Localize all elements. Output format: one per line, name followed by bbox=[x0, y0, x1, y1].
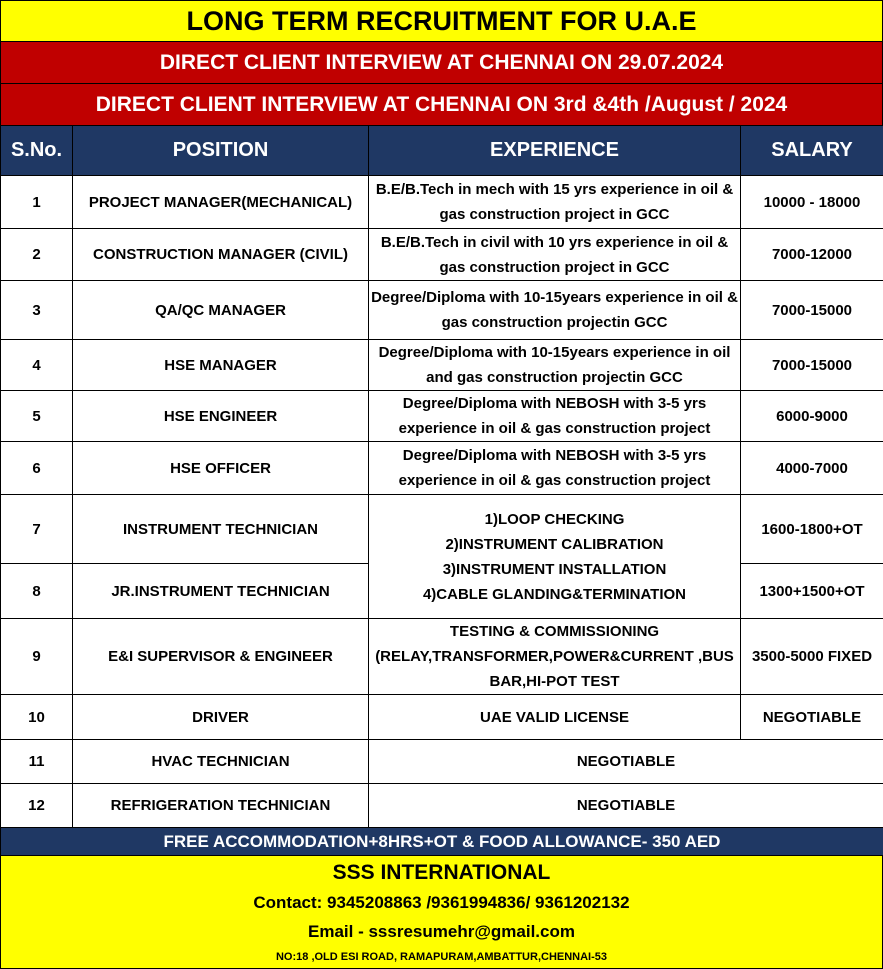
header-salary: SALARY bbox=[741, 126, 883, 176]
row-sno: 4 bbox=[1, 340, 73, 391]
row-sno: 12 bbox=[1, 784, 73, 828]
row-salary: 7000-15000 bbox=[741, 340, 883, 391]
table-row bbox=[1, 784, 883, 828]
table-row bbox=[1, 695, 883, 740]
table-row bbox=[1, 340, 883, 391]
instrument-task: 4)CABLE GLANDING&TERMINATION bbox=[371, 582, 738, 607]
instrument-task: 1)LOOP CHECKING bbox=[371, 507, 738, 532]
row-sno: 7 bbox=[1, 495, 73, 564]
recruitment-table bbox=[0, 125, 883, 856]
row-position: HVAC TECHNICIAN bbox=[73, 740, 369, 784]
row-position: CONSTRUCTION MANAGER (CIVIL) bbox=[73, 229, 369, 281]
company-name: SSS INTERNATIONAL bbox=[1, 856, 882, 888]
row-merged: NEGOTIABLE bbox=[369, 784, 883, 828]
instrument-task: 2)INSTRUMENT CALIBRATION bbox=[371, 532, 738, 557]
row-experience: Degree/Diploma with 10-15years experience in oil & gas construction projectin GCC bbox=[369, 281, 741, 340]
row-experience: Degree/Diploma with NEBOSH with 3-5 yrs experience in oil & gas construction project bbox=[369, 391, 741, 442]
table-row bbox=[1, 229, 883, 281]
row-position: HSE OFFICER bbox=[73, 442, 369, 495]
contact-email: Email - sssresumehr@gmail.com bbox=[1, 918, 882, 946]
row-sno: 9 bbox=[1, 619, 73, 695]
row-position: QA/QC MANAGER bbox=[73, 281, 369, 340]
company-address: NO:18 ,OLD ESI ROAD, RAMAPURAM,AMBATTUR,CHENNAI-53 bbox=[1, 946, 882, 968]
row-sno: 2 bbox=[1, 229, 73, 281]
contact-phones: Contact: 9345208863 /9361994836/ 9361202132 bbox=[1, 888, 882, 918]
row-salary: 7000-12000 bbox=[741, 229, 883, 281]
instrument-experience bbox=[369, 495, 741, 619]
table-header-row bbox=[1, 126, 883, 176]
row-sno: 10 bbox=[1, 695, 73, 740]
row-position: REFRIGERATION TECHNICIAN bbox=[73, 784, 369, 828]
row-experience: B.E/B.Tech in civil with 10 yrs experience in oil & gas construction project in GCC bbox=[369, 229, 741, 281]
row-experience: Degree/Diploma with NEBOSH with 3-5 yrs experience in oil & gas construction project bbox=[369, 442, 741, 495]
row-position: HSE ENGINEER bbox=[73, 391, 369, 442]
table-row bbox=[1, 740, 883, 784]
table-row bbox=[1, 176, 883, 229]
header-sno: S.No. bbox=[1, 126, 73, 176]
benefits-row bbox=[1, 828, 883, 856]
row-position: INSTRUMENT TECHNICIAN bbox=[73, 495, 369, 564]
row-salary: 10000 - 18000 bbox=[741, 176, 883, 229]
row-sno: 3 bbox=[1, 281, 73, 340]
row-position: PROJECT MANAGER(MECHANICAL) bbox=[73, 176, 369, 229]
row-salary: 4000-7000 bbox=[741, 442, 883, 495]
row-sno: 11 bbox=[1, 740, 73, 784]
row-experience: B.E/B.Tech in mech with 15 yrs experience in oil & gas construction project in GCC bbox=[369, 176, 741, 229]
table-row bbox=[1, 281, 883, 340]
table-row bbox=[1, 619, 883, 695]
row-salary: 1300+1500+OT bbox=[741, 564, 883, 619]
row-sno: 1 bbox=[1, 176, 73, 229]
row-salary: 3500-5000 FIXED bbox=[741, 619, 883, 695]
row-position: HSE MANAGER bbox=[73, 340, 369, 391]
row-experience: UAE VALID LICENSE bbox=[369, 695, 741, 740]
row-experience: Degree/Diploma with 10-15years experience in oil and gas construction projectin GCC bbox=[369, 340, 741, 391]
row-salary: 1600-1800+OT bbox=[741, 495, 883, 564]
row-merged: NEGOTIABLE bbox=[369, 740, 883, 784]
table-row bbox=[1, 391, 883, 442]
interview-banner-1: DIRECT CLIENT INTERVIEW AT CHENNAI ON 29.07.2024 bbox=[0, 41, 883, 83]
row-sno: 5 bbox=[1, 391, 73, 442]
benefits-banner: FREE ACCOMMODATION+8HRS+OT & FOOD ALLOWANCE- 350 AED bbox=[1, 828, 883, 856]
instrument-task: 3)INSTRUMENT INSTALLATION bbox=[371, 557, 738, 582]
table-row bbox=[1, 495, 883, 564]
interview-banner-2: DIRECT CLIENT INTERVIEW AT CHENNAI ON 3rd &4th /August / 2024 bbox=[0, 83, 883, 125]
row-sno: 6 bbox=[1, 442, 73, 495]
row-position: DRIVER bbox=[73, 695, 369, 740]
row-salary: NEGOTIABLE bbox=[741, 695, 883, 740]
row-salary: 7000-15000 bbox=[741, 281, 883, 340]
row-position: E&I SUPERVISOR & ENGINEER bbox=[73, 619, 369, 695]
table-row bbox=[1, 442, 883, 495]
contact-footer bbox=[0, 856, 883, 969]
header-position: POSITION bbox=[73, 126, 369, 176]
page-title: LONG TERM RECRUITMENT FOR U.A.E bbox=[0, 0, 883, 41]
row-salary: 6000-9000 bbox=[741, 391, 883, 442]
row-experience: TESTING & COMMISSIONING (RELAY,TRANSFORMER,POWER&CURRENT ,BUS BAR,HI-POT TEST bbox=[369, 619, 741, 695]
row-position: JR.INSTRUMENT TECHNICIAN bbox=[73, 564, 369, 619]
header-experience: EXPERIENCE bbox=[369, 126, 741, 176]
row-sno: 8 bbox=[1, 564, 73, 619]
